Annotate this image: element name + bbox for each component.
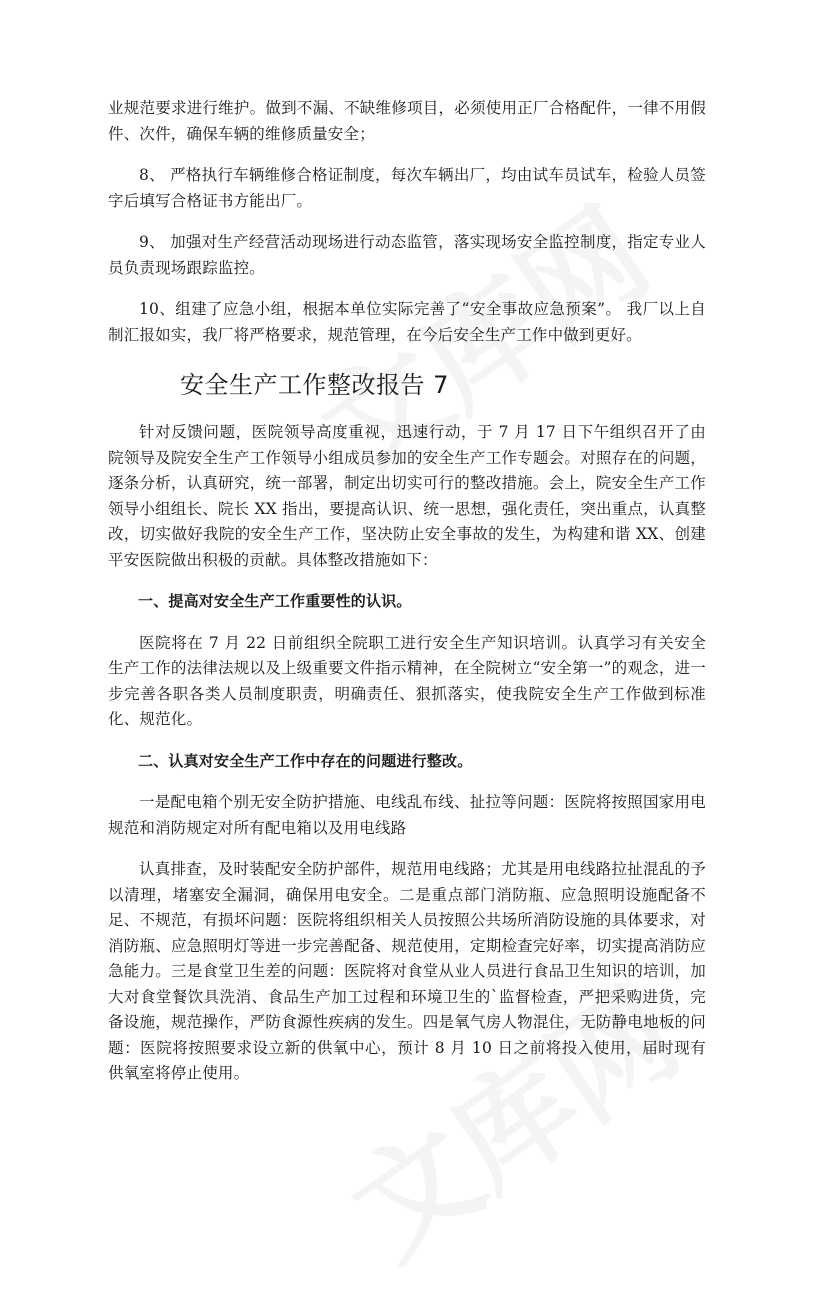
- section-2-title: 二、认真对安全生产工作中存在的问题进行整改。: [138, 751, 473, 770]
- report-intro: 针对反馈问题，医院领导高度重视，迅速行动，于 7 月 17 日下午组织召开了由院领导及院安全生产工作领导小组成员参加的安全生产工作专题会。对照存在的问题，逐条分析，认真研究，统一部署，制定出切实可行的整改措施。会上，院安全生产工作领导小组组长、院长 XX 指出，要提高认识、统一思想，强化责任，突出重点，认真整改，切实做好我院的安全生产工作，坚决防止安全事故的发生，为构建和谐 XX、创建平安医院做出积极的贡献。具体整改措施如下：: [108, 423, 706, 569]
- section-2-paragraph-2: 认真排查，及时装配安全防护部件，规范用电线路；尤其是用电线路拉扯混乱的予以清理，堵塞安全漏洞，确保用电安全。二是重点部门消防瓶、应急照明设施配备不足、不规范，有损坏问题：医院将组织相关人员按照公共场所消防设施的具体要求，对消防瓶、应急照明灯等进一步完善配备、规范使用，定期检查完好率，切实提高消防应急能力。三是食堂卫生差的问题：医院将对食堂从业人员进行食品卫生知识的培训，加大对食堂餐饮具洗消、食品生产加工过程和环境卫生的`监督检查，严把采购进货，完备设施，规范操作，严防食源性疾病的发生。四是氧气房人物混住，无防静电地板的问题：医院将按照要求设立新的供氧中心，预计 8 月 10 日之前将投入使用，届时现有供氧室将停止使用。: [108, 860, 706, 1082]
- paragraph-item-8: 8、 严格执行车辆维修合格证制度，每次车辆出厂，均由试车员试车，检验人员签字后填写合格证书方能出厂。: [108, 166, 706, 210]
- section-1-body: 医院将在 7 月 22 日前组织全院职工进行安全生产知识培训。认真学习有关安全生产工作的法律法规以及上级重要文件指示精神，在全院树立“安全第一”的观念，进一步完善各职各类人员制度职责，明确责任、狠抓落实，使我院安全生产工作做到标准化、规范化。: [108, 633, 706, 728]
- section-1-title: 一、提高对安全生产工作重要性的认识。: [138, 592, 412, 610]
- section-2-paragraph-1: 一是配电箱个别无安全防护措施、电线乱布线、扯拉等问题：医院将按照国家用电规范和消防规定对所有配电箱以及用电线路: [108, 793, 706, 837]
- paragraph-item-10: 10、组建了应急小组，根据本单位实际完善了“安全事故应急预案”。 我厂以上自制汇报如实，我厂将严格要求，规范管理，在今后安全生产工作中做到更好。: [108, 300, 706, 344]
- document-body: [108, 96, 706, 1103]
- paragraph-continuation: 业规范要求进行维护。做到不漏、不缺维修项目，必须使用正厂合格配件，一律不用假件、次件，确保车辆的维修质量安全；: [108, 99, 706, 143]
- report-title: 安全生产工作整改报告 7: [180, 371, 449, 399]
- paragraph-item-9: 9、 加强对生产经营活动现场进行动态监管，落实现场安全监控制度，指定专业人员负责现场跟踪监控。: [108, 233, 706, 277]
